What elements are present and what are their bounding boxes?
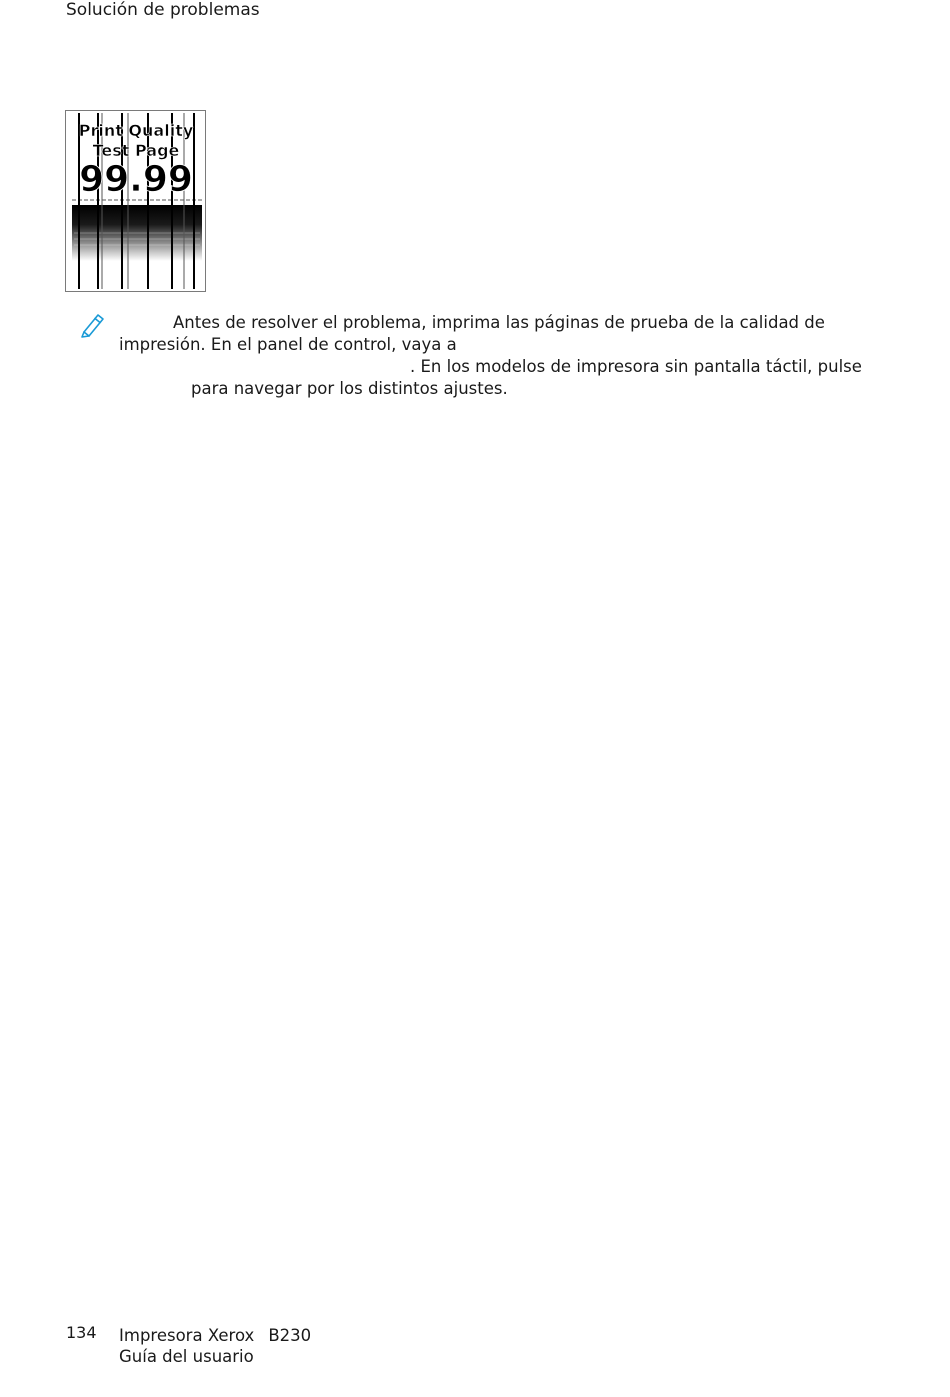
footer-model: B230: [268, 1326, 312, 1345]
page-number: 134: [66, 1323, 97, 1342]
note-paragraph: [119, 312, 879, 400]
footer-product: Impresora Xerox: [119, 1326, 255, 1345]
pencil-icon: [78, 310, 106, 338]
running-header: [66, 0, 260, 20]
figure-title-line1: Print Quality: [78, 121, 194, 140]
note-line-3: . En los modelos de impresora sin pantalla táctil, pulse: [410, 357, 862, 376]
print-quality-test-page-image: [65, 110, 206, 292]
footer-product-info: [119, 1325, 311, 1367]
footer-guide: Guía del usuario: [119, 1347, 254, 1366]
figure-title-line2: Test Page: [92, 141, 180, 160]
figure-number: 99.99: [79, 159, 193, 200]
note-line-1: Antes de resolver el problema, imprima las páginas de prueba de la calidad de: [173, 313, 825, 332]
note-line-4: para navegar por los distintos ajustes.: [191, 379, 508, 398]
note-line-2: impresión. En el panel de control, vaya a: [119, 335, 457, 354]
section-title: Solución de problemas: [66, 0, 260, 20]
